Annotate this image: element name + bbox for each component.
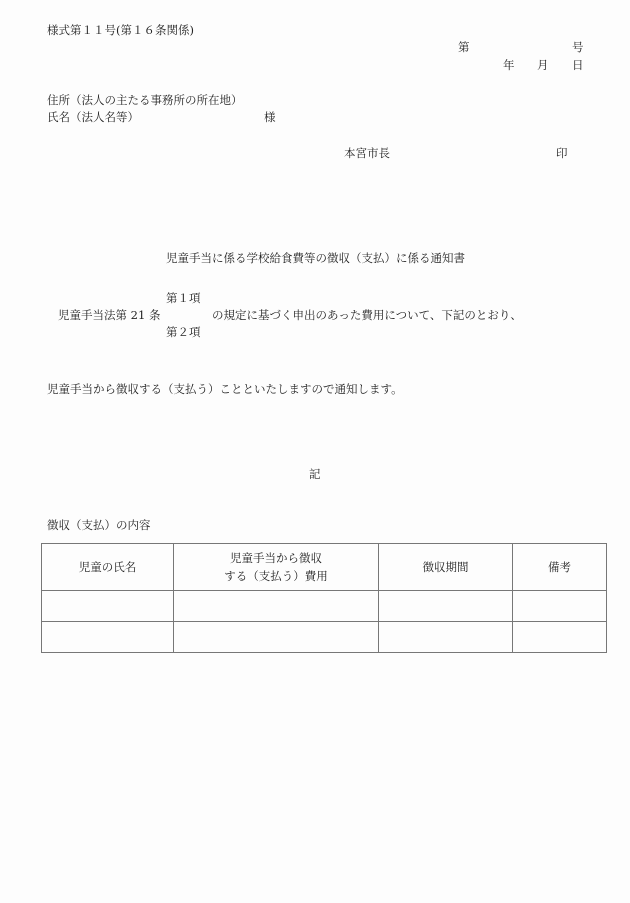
seal-mark: 印 <box>556 146 568 160</box>
cell-period[interactable] <box>379 622 513 653</box>
cell-remarks[interactable] <box>513 591 607 622</box>
clause-1: 第１項 <box>166 291 201 305</box>
header-remarks: 備考 <box>513 544 607 591</box>
doc-number-prefix: 第 <box>458 40 470 54</box>
header-child-name: 児童の氏名 <box>42 544 174 591</box>
recipient-name-label: 氏名（法人名等） <box>47 110 139 124</box>
header-period: 徴収期間 <box>379 544 513 591</box>
law-reference: 児童手当法第 21 条 <box>58 308 161 322</box>
clause-2: 第２項 <box>166 325 201 339</box>
body-line-2: 児童手当から徴収する（支払う）ことといたしますので通知します。 <box>47 382 403 396</box>
date-year: 年 <box>503 58 515 72</box>
cell-child-name[interactable] <box>42 622 174 653</box>
recipient-honorific: 様 <box>264 110 276 124</box>
date-day: 日 <box>572 58 584 72</box>
table-row <box>42 591 607 622</box>
document-title: 児童手当に係る学校給食費等の徴収（支払）に係る通知書 <box>166 251 465 265</box>
form-id: 様式第１１号(第１６条関係) <box>47 23 194 37</box>
cell-child-name[interactable] <box>42 591 174 622</box>
cell-remarks[interactable] <box>513 622 607 653</box>
cell-period[interactable] <box>379 591 513 622</box>
doc-number-suffix: 号 <box>572 40 584 54</box>
table-header-row <box>42 544 607 591</box>
sender-title: 本宮市長 <box>344 146 390 160</box>
body-line-1: の規定に基づく申出のあった費用について、下記のとおり、 <box>212 308 522 322</box>
ki-heading: 記 <box>309 467 321 481</box>
header-fee <box>174 544 379 591</box>
header-fee-line-1: 児童手当から徴収 <box>230 550 322 565</box>
date-month: 月 <box>537 58 549 72</box>
cell-fee[interactable] <box>174 622 379 653</box>
content-table <box>41 543 607 653</box>
table-row <box>42 622 607 653</box>
cell-fee[interactable] <box>174 591 379 622</box>
header-fee-line-2: する（支払う）費用 <box>224 569 328 583</box>
recipient-address-label: 住所（法人の主たる事務所の所在地） <box>47 93 243 107</box>
section-label: 徴収（支払）の内容 <box>47 518 151 532</box>
